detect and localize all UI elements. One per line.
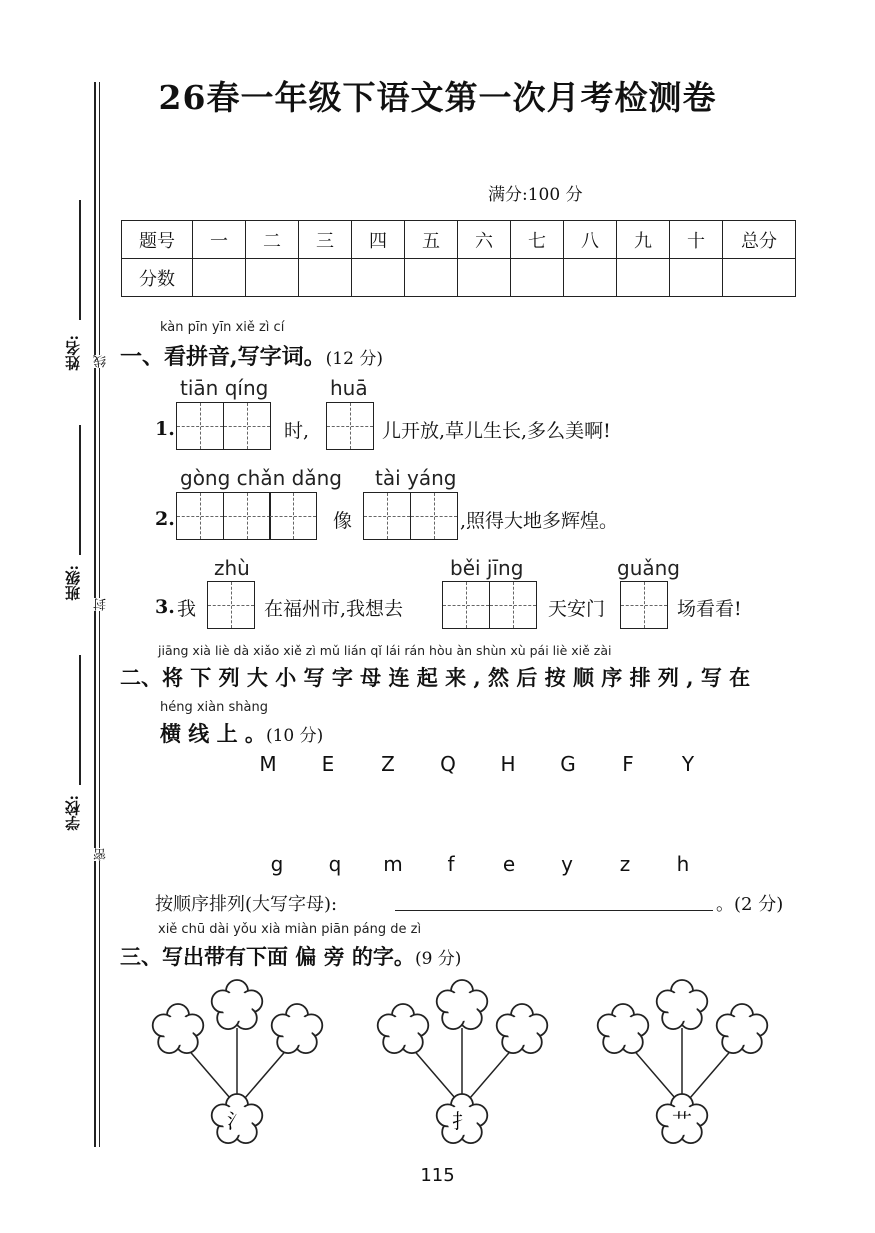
lowercase-letter[interactable]: q (328, 852, 342, 876)
q1-text-2: 儿开放,草儿生长,多么美啊! (382, 420, 611, 442)
full-mark: 满分:100 分 (488, 185, 583, 205)
q1-pinyin-1: tiān qíng (180, 376, 269, 400)
header-cell: 九 (617, 221, 670, 259)
order-label: 按顺序排列(大写字母): (155, 894, 338, 915)
writing-box[interactable] (363, 492, 411, 540)
q2-pinyin-1: gòng chǎn dǎng (180, 466, 342, 490)
flower-petal[interactable] (153, 1004, 204, 1053)
lowercase-letter[interactable]: e (502, 852, 516, 876)
writing-box[interactable] (269, 492, 317, 540)
writing-box[interactable] (410, 492, 458, 540)
section1-heading (120, 340, 383, 371)
writing-box[interactable] (442, 581, 490, 629)
name-label: 姓名: (64, 335, 82, 371)
uppercase-letter[interactable]: G (560, 752, 576, 776)
section2-heading-2-text: 横 线 上 。 (160, 721, 266, 746)
margin-mark-seal: 封 (94, 598, 109, 611)
lowercase-letter[interactable]: z (619, 852, 631, 876)
lowercase-letter[interactable]: h (676, 852, 690, 876)
q2-boxes-2 (363, 492, 456, 540)
flower-group-1 (153, 980, 323, 1143)
q1-number: 1. (155, 418, 175, 440)
q2-text-2: ,照得大地多辉煌。 (460, 510, 619, 532)
score-cell[interactable] (405, 259, 458, 297)
lowercase-letter[interactable]: y (561, 852, 573, 876)
q3-number: 3. (155, 596, 175, 618)
flower-petal[interactable] (717, 1004, 768, 1053)
flower-petal[interactable] (272, 1004, 323, 1053)
uppercase-letter[interactable]: E (321, 752, 335, 776)
section1-pinyin: kàn pīn yīn xiě zì cí (160, 320, 285, 335)
school-underline (79, 655, 81, 785)
q3-boxes-2 (442, 581, 535, 629)
writing-box[interactable] (223, 402, 271, 450)
writing-box[interactable] (620, 581, 668, 629)
uppercase-letter[interactable]: Q (440, 752, 456, 776)
q3-text-0: 我 (177, 598, 197, 620)
section3-points: (9 分) (414, 949, 462, 969)
flower-petal[interactable] (378, 1004, 429, 1053)
uppercase-letter[interactable]: M (259, 752, 277, 776)
header-cell: 八 (564, 221, 617, 259)
q1-pinyin-2: huā (330, 376, 368, 400)
uppercase-letter[interactable]: Y (681, 752, 695, 776)
writing-box[interactable] (223, 492, 271, 540)
page-number: 115 (420, 1165, 455, 1186)
score-cell[interactable] (299, 259, 352, 297)
q2-boxes-1 (176, 492, 316, 540)
q3-pinyin-3: guǎng (617, 556, 680, 580)
flower-petal[interactable] (497, 1004, 548, 1053)
writing-box[interactable] (489, 581, 537, 629)
flower-diagrams (140, 970, 780, 1150)
lowercase-letters (248, 852, 712, 876)
score-cell[interactable] (193, 259, 246, 297)
q2-text-1: 像 (333, 510, 353, 532)
name-underline (79, 200, 81, 320)
school-label: 学校: (64, 795, 82, 831)
header-cell: 二 (246, 221, 299, 259)
q3-pinyin-2: běi jīng (450, 556, 524, 580)
score-cell[interactable] (246, 259, 299, 297)
header-cell: 十 (670, 221, 723, 259)
margin-mark-line: 线 (94, 355, 109, 368)
class-underline (79, 425, 81, 555)
score-cell[interactable] (511, 259, 564, 297)
header-cell: 五 (405, 221, 458, 259)
score-cell[interactable] (458, 259, 511, 297)
q2-number: 2. (155, 508, 175, 530)
q3-pinyin-1: zhù (214, 556, 250, 580)
score-cell[interactable] (617, 259, 670, 297)
section3-heading (120, 941, 461, 971)
margin-line-inner (99, 82, 100, 1147)
flower-petal[interactable] (212, 980, 263, 1029)
section3-pinyin: xiě chū dài yǒu xià miàn piān páng de zì (158, 922, 422, 937)
section1-heading-text: 一、看拼音,写字词。 (120, 344, 326, 370)
flower-group-2 (378, 980, 548, 1143)
class-label: 班级: (64, 565, 82, 601)
section1-points: (12 分) (325, 349, 383, 369)
q2-pinyin-2: tài yáng (375, 466, 457, 490)
writing-box[interactable] (176, 402, 224, 450)
q3-boxes-3 (620, 581, 667, 629)
q1-boxes-1 (176, 402, 269, 450)
score-cell[interactable] (670, 259, 723, 297)
uppercase-letter[interactable]: H (500, 752, 516, 776)
q3-text-3: 场看看! (677, 598, 742, 620)
header-cell: 七 (511, 221, 564, 259)
section2-heading-1: 二、将 下 列 大 小 写 字 母 连 起 来 , 然 后 按 顺 序 排 列 , 写 在 (120, 665, 751, 690)
score-header-row (122, 221, 796, 259)
section3-heading-text: 三、写出带有下面 偏 旁 的字。 (120, 944, 415, 969)
lowercase-letter[interactable]: f (447, 852, 455, 876)
header-cell: 六 (458, 221, 511, 259)
header-cell: 题号 (122, 221, 193, 259)
uppercase-letters (238, 752, 718, 776)
header-cell: 四 (352, 221, 405, 259)
section2-pinyin-1: jiāng xià liè dà xiǎo xiě zì mǔ lián qǐ lái rán hòu àn shùn xù pái liè xiě zài (158, 643, 612, 658)
writing-box[interactable] (207, 581, 255, 629)
section2-heading-2 (160, 718, 323, 748)
section2-points: (10 分) (265, 726, 324, 746)
score-cell[interactable] (352, 259, 405, 297)
lowercase-letter[interactable]: g (270, 852, 284, 876)
order-end-mark: 。 (716, 894, 734, 915)
q3-text-2: 天安门 (548, 598, 606, 620)
score-row (122, 259, 796, 297)
uppercase-letter[interactable]: Z (381, 752, 395, 776)
order-end (716, 890, 783, 916)
flower-petal[interactable] (657, 980, 708, 1029)
q1-text-1: 时, (284, 420, 310, 442)
header-cell: 一 (193, 221, 246, 259)
page-title: 26春一年级下语文第一次月考检测卷 (158, 78, 717, 117)
margin-mark-secret: 密 (94, 848, 109, 861)
flower-petal[interactable] (437, 980, 488, 1029)
lowercase-letter[interactable]: m (383, 852, 403, 876)
header-cell: 三 (299, 221, 352, 259)
q1-boxes-2 (326, 402, 373, 450)
radical-1: 氵 (227, 1109, 247, 1133)
radical-2: 扌 (452, 1109, 472, 1133)
score-cell[interactable] (723, 259, 796, 297)
flower-petal[interactable] (598, 1004, 649, 1053)
q3-boxes-1 (207, 581, 254, 629)
flower-group-3 (598, 980, 768, 1143)
writing-box[interactable] (326, 402, 374, 450)
score-table (121, 220, 796, 297)
q3-text-1: 在福州市,我想去 (264, 598, 404, 620)
uppercase-letter[interactable]: F (622, 752, 634, 776)
writing-box[interactable] (176, 492, 224, 540)
header-cell: 总分 (723, 221, 796, 259)
margin-line-outer (94, 82, 96, 1147)
order-answer-line[interactable] (395, 910, 713, 911)
score-cell[interactable] (564, 259, 617, 297)
order-points: (2 分) (734, 894, 784, 915)
section2-pinyin-2: héng xiàn shàng (160, 700, 268, 715)
radical-3: 艹 (672, 1109, 692, 1133)
score-row-label: 分数 (122, 259, 193, 297)
